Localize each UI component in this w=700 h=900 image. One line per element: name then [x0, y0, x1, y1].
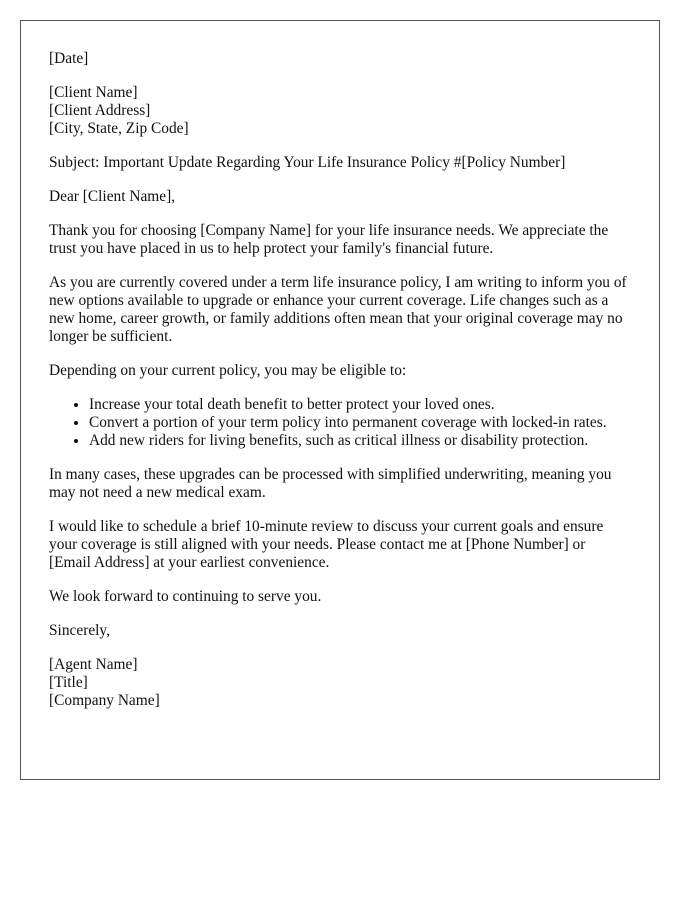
letter-date: [Date] — [49, 50, 89, 67]
benefit-list-item: • Add new riders for living benefits, such as critical illness or disability protection. — [89, 432, 631, 450]
body-paragraph-options: As you are currently covered under a term life insurance policy, I am writing to inform you of new options available to upgrade or enhance your current coverage. Life changes such as a new home, career growth, or family additions often mean that your original coverage may no longer be sufficient. — [49, 274, 627, 345]
recipient-name: [Client Name] — [49, 84, 138, 101]
body-paragraph-eligibility: Depending on your current policy, you may be eligible to: — [49, 362, 407, 379]
body-paragraph-review: I would like to schedule a brief 10-minute review to discuss your current goals and ensure your coverage is still aligned with your needs. Please contact me at [Phone Number] or [Email Address] at your earliest convenience. — [49, 518, 604, 571]
recipient-city-state-zip: [City, State, Zip Code] — [49, 120, 189, 137]
benefits-list — [49, 396, 631, 450]
recipient-address-block — [49, 84, 631, 138]
body-paragraph-forward: We look forward to continuing to serve you. — [49, 588, 322, 605]
signature-company: [Company Name] — [49, 692, 160, 709]
letter-salutation: Dear [Client Name], — [49, 188, 176, 205]
signature-agent-name: [Agent Name] — [49, 656, 138, 673]
letter-subject: Subject: Important Update Regarding Your Life Insurance Policy #[Policy Number] — [49, 154, 566, 171]
letter-sign-off: Sincerely, — [49, 622, 110, 639]
benefit-list-item: • Convert a portion of your term policy into permanent coverage with locked-in rates. — [89, 414, 631, 432]
signature-block — [49, 656, 631, 710]
letter-page — [20, 20, 660, 780]
recipient-address: [Client Address] — [49, 102, 151, 119]
body-paragraph-thanks: Thank you for choosing [Company Name] for your life insurance needs. We appreciate the trust you have placed in us to help protect your family's financial future. — [49, 222, 609, 257]
signature-title: [Title] — [49, 674, 88, 691]
body-paragraph-underwriting: In many cases, these upgrades can be processed with simplified underwriting, meaning you may not need a new medical exam. — [49, 466, 612, 501]
benefit-list-item: • Increase your total death benefit to better protect your loved ones. — [89, 396, 631, 414]
